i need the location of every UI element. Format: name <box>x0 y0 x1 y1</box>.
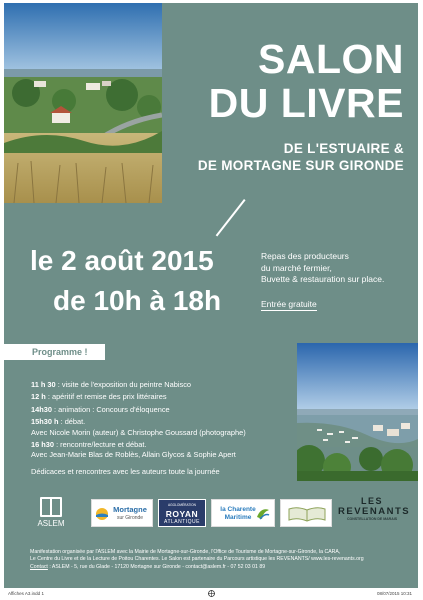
wave-icon <box>256 507 270 521</box>
contact-details: : ASLEM - 5, rue du Glade - 17120 Mortagne sur Gironde - contact@aslem.fr - 07 52 03 01 89 <box>47 563 266 570</box>
free-entry-label: Entrée gratuite <box>261 299 317 309</box>
title-line-1: SALON <box>258 36 404 82</box>
programme-item: Avec Nicole Morin (auteur) & Christophe Goussard (photographe) <box>31 427 246 437</box>
poster <box>4 3 418 588</box>
subtitle-line-2: DE MORTAGNE SUR GIRONDE <box>197 158 404 173</box>
event-hours: de 10h à 18h <box>53 285 222 316</box>
charente-maritime-logo: la Charente Maritime <box>211 499 275 527</box>
landscape-photo <box>4 3 162 203</box>
subtitle-line-1: DE L'ESTUAIRE & <box>283 141 404 156</box>
sun-icon <box>95 507 109 521</box>
slash-divider <box>216 199 246 236</box>
print-strip: Affiches A3.indd 1 08/07/2015 10:31 <box>8 591 412 596</box>
info-line-1: Repas des producteurs <box>261 251 349 261</box>
aslem-logo: ASLEM <box>30 497 72 535</box>
programme-list <box>31 380 246 477</box>
title-line-2: DU LIVRE <box>208 80 404 126</box>
event-info <box>261 251 384 286</box>
programme-item: 12 h : apéritif et remise des prix littéraires <box>31 392 167 402</box>
programme-item: 15h30 h : débat. <box>31 417 86 427</box>
centre-du-livre-logo <box>280 499 332 527</box>
programme-item: Avec Jean-Marie Blas de Roblès, Allain Glycos & Sophie Apert <box>31 450 236 460</box>
programme-item: 14h30 : animation : Concours d'éloquence <box>31 404 170 414</box>
royan-atlantique-logo: AGGLOMÉRATION ROYAN ATLANTIQUE <box>158 499 206 527</box>
info-line-2: du marché fermier, <box>261 262 332 273</box>
subtitle <box>198 140 404 174</box>
programme-item: Dédicaces et rencontres avec les auteurs toute la journée <box>31 466 220 476</box>
registration-mark-icon <box>208 590 215 597</box>
footer-credits: Manifestation organisée par l'ASLEM avec la Mairie de Mortagne-sur-Gironde, l'Office de Tourisme de Mortagne-sur-Gironde, la CARA, Le Centre du Livre et de la Lecture de Poitou Charentes. Le Salon est partenaire du Parcours artistique les REVENANTS/ www.les-revenants.org Contact : ASLEM - 5, rue du Glade - 17120 Mortagne sur Gironde - contact@aslem.fr - 07 52 03 01 89 <box>30 549 364 570</box>
harbour-photo <box>297 343 418 481</box>
programme-badge: Programme ! <box>4 344 105 360</box>
programme-item: 11 h 30 : visite de l'exposition du peintre Nabisco <box>31 380 191 389</box>
programme-item: 16 h30 : rencontre/lecture et débat. <box>31 440 147 450</box>
contact-label: Contact <box>30 563 48 570</box>
open-book-icon <box>287 505 327 523</box>
les-revenants-logo: LES REVENANTS CONSTELLATION DE MARAIS <box>338 496 411 521</box>
info-line-3: Buvette & restauration sur place. <box>261 274 385 284</box>
book-icon <box>40 497 62 517</box>
event-date: le 2 août 2015 <box>30 245 214 276</box>
mortagne-logo: Mortagne sur Gironde <box>91 499 153 527</box>
page-title <box>209 37 404 125</box>
